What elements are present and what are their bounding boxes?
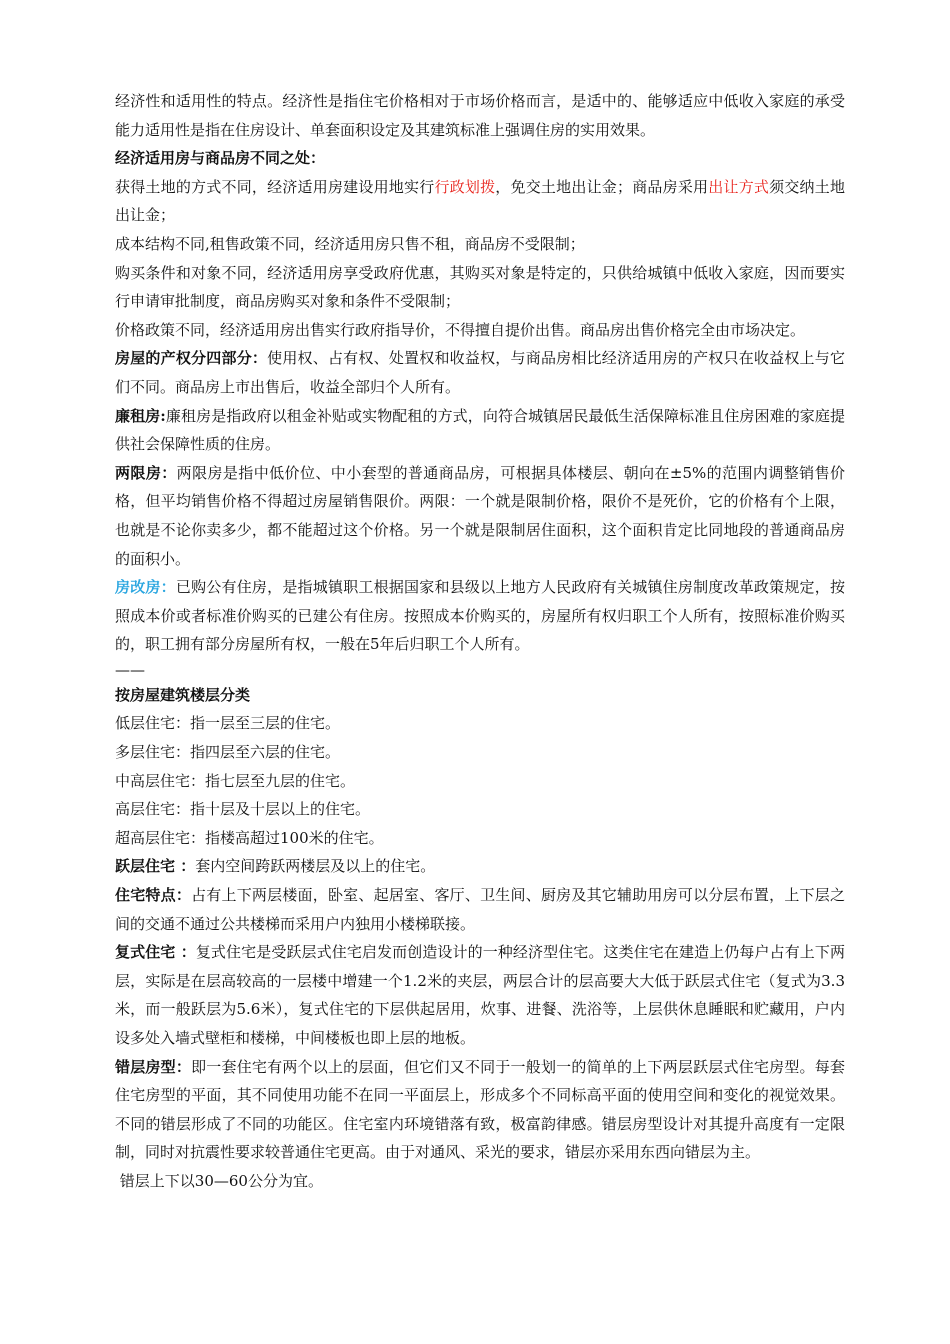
floor-mid-high: 中高层住宅：指七层至九层的住宅。	[115, 771, 356, 790]
paragraph-low-rent	[115, 402, 845, 459]
floor-multi: 多层住宅：指四层至六层的住宅。	[115, 743, 341, 762]
text-low-rent: 廉租房是指政府以租金补贴或实物配租的方式，向符合城镇居民最低生活保障标准且住房困难的家庭提供社会保障性质的住房。	[115, 406, 845, 454]
paragraph-property-rights	[115, 344, 845, 401]
floor-super-high: 超高层住宅：指楼高超过100米的住宅。	[115, 828, 384, 847]
text-two-limit: 两限房是指中低价位、中小套型的普通商品房，可根据具体楼层、朝向在±5%的范围内调整销售价格，但平均销售价格不得超过房屋销售限价。两限：一个就是限制价格，限价不是死价，它的价格有个上限，也就是不论你卖多少，都不能超过这个价格。另一个就是限制居住面积，这个面积肯定比同地段的普通商品房的面积小。	[115, 463, 845, 568]
paragraph-features	[115, 881, 845, 938]
label-loft: 复式住宅 ：	[115, 943, 196, 962]
label-property-rights: 房屋的产权分四部分：	[115, 349, 268, 368]
paragraph-economy: 经济性和适用性的特点。经济性是指住宅价格相对于市场价格而言，是适中的、能够适应中低收入家庭的承受能力适用性是指在住房设计、单套面积设定及其建筑标准上强调住房的实用效果。	[115, 92, 845, 139]
text-features: 占有上下两层楼面，卧室、起居室、客厅、卫生间、厨房及其它辅助用房可以分层布置，上下层之间的交通不通过公共楼梯而采用户内独用小楼梯联接。	[115, 886, 845, 933]
paragraph-split-level	[115, 1053, 845, 1167]
highlight-transfer-method: 出让方式	[708, 177, 770, 196]
text-split-level: 即一套住宅有两个以上的层面，但它们又不同于一般划一的简单的上下两层跃层式住宅房型。每套住宅房型的平面，其不同使用功能不在同一平面层上，形成多个不同标高平面的使用空间和变化的视觉效果。不同的错层形成了不同的功能区。住宅室内环境错落有致，极富韵律感。错层房型设计对其提升高度有一定限制，同时对抗震性要求较普通住宅更高。由于对通风、采光的要求，错层亦采用东西向错层为主。	[115, 1057, 845, 1162]
difference-land-text-a: 获得土地的方式不同，经济适用房建设用地实行	[115, 177, 435, 196]
paragraph-duplex	[115, 852, 845, 881]
label-low-rent: 廉租房:	[115, 406, 166, 425]
text-property-rights: 使用权、占有权、处置权和收益权，与商品房相比经济适用房的产权只在收益权上与它们不同。商品房上市出售后，收益全部归个人所有。	[115, 349, 845, 396]
label-duplex: 跃层住宅 ：	[115, 857, 196, 876]
difference-buyers: 购买条件和对象不同，经济适用房享受政府优惠，其购买对象是特定的，只供给城镇中低收入家庭，因而要实行申请审批制度，商品房购买对象和条件不受限制；	[115, 263, 845, 311]
paragraph-loft	[115, 938, 845, 1052]
paragraph-reform-housing	[115, 573, 845, 659]
difference-land-text-c: 须交纳土地出让金；	[115, 177, 845, 225]
text-reform-housing: 已购公有住房，是指城镇职工根据国家和县级以上地方人民政府有关城镇住房制度改革政策规定，按照成本价或者标准价购买的已建公有住房。按照成本价购买的，房屋所有权归职工个人所有，按照标准价购买的，职工拥有部分房屋所有权，一般在5年后归职工个人所有。	[115, 578, 845, 654]
label-two-limit: 两限房：	[115, 463, 177, 482]
text-loft: 复式住宅是受跃层式住宅启发而创造设计的一种经济型住宅。这类住宅在建造上仍每户占有上下两层，实际是在层高较高的一层楼中增建一个1.2米的夹层，两层合计的层高要大大低于跃层式住宅（复式为3.3米，而一般跃层为5.6米），复式住宅的下层供起居用，炊事、进餐、洗浴等，上层供休息睡眠和贮藏用，户内设多处入墙式壁柜和楼梯，中间楼板也即上层的地板。	[115, 943, 845, 1047]
label-features: 住宅特点：	[115, 886, 192, 905]
difference-land-text-b: ，免交土地出让金；商品房采用	[495, 177, 709, 196]
floor-high: 高层住宅：指十层及十层以上的住宅。	[115, 800, 371, 819]
floor-low: 低层住宅：指一层至三层的住宅。	[115, 714, 341, 733]
heading-differences: 经济适用房与商品房不同之处：	[115, 149, 326, 168]
label-reform-housing: 房改房：	[115, 578, 176, 597]
difference-price: 价格政策不同，经济适用房出售实行政府指导价，不得擅自提价出售。商品房出售价格完全由市场决定。	[115, 320, 806, 339]
difference-cost: 成本结构不同,租售政策不同，经济适用房只售不租，商品房不受限制；	[115, 234, 585, 253]
label-split-level: 错层房型：	[115, 1057, 192, 1076]
text-duplex: 套内空间跨跃两楼层及以上的住宅。	[195, 857, 436, 876]
separator-dash: ——	[115, 660, 145, 679]
heading-floor-classification: 按房屋建筑楼层分类	[115, 685, 251, 704]
highlight-administrative-allocation: 行政划拨	[434, 177, 496, 196]
document-body	[115, 87, 845, 1196]
paragraph-two-limit	[115, 459, 845, 573]
difference-land	[115, 173, 845, 230]
paragraph-split-height: 错层上下以30—60公分为宜。	[115, 1171, 323, 1190]
